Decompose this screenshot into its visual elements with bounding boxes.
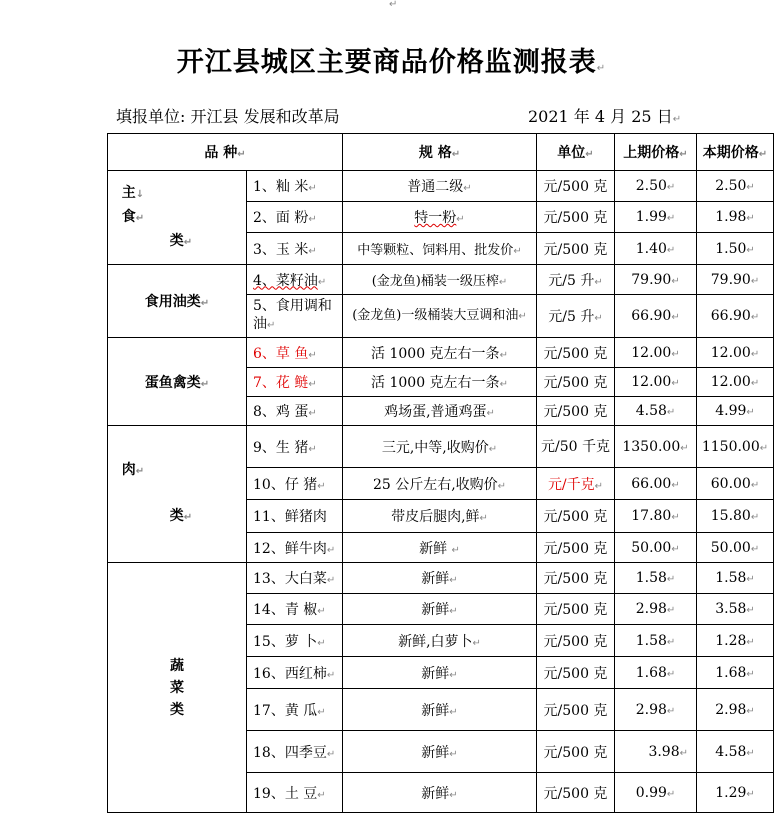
- item-prev-price: 2.98↵: [615, 689, 697, 731]
- item-name: 3、玉 米↵: [247, 233, 343, 265]
- table-row: [108, 338, 774, 368]
- item-name: 13、大白菜↵: [247, 563, 343, 594]
- item-prev-price: 4.58↵: [615, 397, 697, 426]
- header-unit: 单位↵: [537, 134, 615, 171]
- item-prev-price: 1.58↵: [615, 625, 697, 657]
- item-name: 6、草 鱼↵: [247, 338, 343, 368]
- paragraph-mark-icon: ↵: [672, 114, 682, 125]
- table-header-row: [108, 134, 774, 171]
- header-prev-price: 上期价格↵: [615, 134, 697, 171]
- category-oil: 食用油类↵: [108, 265, 247, 338]
- item-curr-price: 4.99↵: [697, 397, 774, 426]
- item-spec: 特一粉↵: [343, 202, 537, 233]
- item-prev-price: 1350.00↵: [615, 426, 697, 468]
- item-curr-price: 60.00↵: [697, 468, 774, 500]
- item-spec: 新鲜,白萝卜↵: [343, 625, 537, 657]
- item-spec: 新鲜↵: [343, 731, 537, 773]
- item-spec: 新鲜 ↵: [343, 533, 537, 563]
- item-name: 14、青 椒↵: [247, 594, 343, 625]
- report-unit: [116, 104, 340, 127]
- item-curr-price: 12.00↵: [697, 338, 774, 368]
- item-unit: 元/5 升↵: [537, 265, 615, 295]
- report-title-text: 开江县城区主要商品价格监测报表: [176, 47, 597, 78]
- item-unit: 元/500 克: [537, 773, 615, 813]
- item-curr-price: 12.00↵: [697, 368, 774, 397]
- item-unit: 元/千克↵: [537, 468, 615, 500]
- item-curr-price: 1.58↵: [697, 563, 774, 594]
- item-unit: 元/500 克: [537, 500, 615, 533]
- item-prev-price: 1.40↵: [615, 233, 697, 265]
- item-spec: 新鲜↵: [343, 563, 537, 594]
- item-spec: 新鲜↵: [343, 773, 537, 813]
- item-spec: 25 公斤左右,收购价↵: [343, 468, 537, 500]
- category-egg-fish: 蛋鱼禽类↵: [108, 338, 247, 426]
- report-date: [528, 104, 681, 127]
- report-date-text: 2021 年 4 月 25 日: [528, 107, 673, 126]
- item-prev-price: 2.50↵: [615, 171, 697, 202]
- report-unit-value: 开江县 发展和改革局: [190, 107, 340, 126]
- item-spec: 普通二级↵: [343, 171, 537, 202]
- item-curr-price: 79.90↵: [697, 265, 774, 295]
- item-unit: 元/500 克: [537, 397, 615, 426]
- item-spec: 中等颗粒、饲料用、批发价↵: [343, 233, 537, 265]
- item-name: 16、西红柿↵: [247, 657, 343, 689]
- item-curr-price: 2.50↵: [697, 171, 774, 202]
- item-prev-price: 12.00↵: [615, 368, 697, 397]
- item-prev-price: 3.98↵: [615, 731, 697, 773]
- item-unit: 元/500 克: [537, 533, 615, 563]
- item-curr-price: 1.28↵: [697, 625, 774, 657]
- item-curr-price: 1150.00↵: [697, 426, 774, 468]
- item-curr-price: 1.50↵: [697, 233, 774, 265]
- item-unit: 元/500 克: [537, 368, 615, 397]
- item-name: 1、籼 米↵: [247, 171, 343, 202]
- item-spec: 带皮后腿肉,鲜↵: [343, 500, 537, 533]
- item-name: 2、面 粉↵: [247, 202, 343, 233]
- item-spec: 鸡场蛋,普通鸡蛋↵: [343, 397, 537, 426]
- item-prev-price: 2.98↵: [615, 594, 697, 625]
- item-spec: 活 1000 克左右一条↵: [343, 338, 537, 368]
- item-curr-price: 66.90↵: [697, 295, 774, 338]
- item-spec: (金龙鱼)桶装一级压榨↵: [343, 265, 537, 295]
- item-curr-price: 15.80↵: [697, 500, 774, 533]
- item-name: 4、菜籽油↵: [247, 265, 343, 295]
- item-unit: 元/500 克: [537, 202, 615, 233]
- header-variety: 品 种↵: [108, 134, 343, 171]
- table-row: [108, 265, 774, 295]
- item-curr-price: 3.58↵: [697, 594, 774, 625]
- item-name: 18、四季豆↵: [247, 731, 343, 773]
- item-name: 11、鲜猪肉: [247, 500, 343, 533]
- item-prev-price: 79.90↵: [615, 265, 697, 295]
- item-name: 17、黄 瓜↵: [247, 689, 343, 731]
- item-spec: 三元,中等,收购价↵: [343, 426, 537, 468]
- category-meat: 肉↵ 类↵: [108, 426, 247, 563]
- category-vegetable: 蔬 菜 类: [108, 563, 247, 813]
- item-name: 15、萝 卜↵: [247, 625, 343, 657]
- item-prev-price: 66.90↵: [615, 295, 697, 338]
- item-prev-price: 1.58↵: [615, 563, 697, 594]
- item-unit: 元/500 克: [537, 731, 615, 773]
- item-curr-price: 4.58↵: [697, 731, 774, 773]
- item-unit: 元/500 克: [537, 657, 615, 689]
- item-prev-price: 0.99↵: [615, 773, 697, 813]
- item-curr-price: 1.68↵: [697, 657, 774, 689]
- item-curr-price: 2.98↵: [697, 689, 774, 731]
- item-prev-price: 12.00↵: [615, 338, 697, 368]
- item-prev-price: 1.99↵: [615, 202, 697, 233]
- price-table: [107, 133, 774, 813]
- report-unit-label: 填报单位:: [116, 107, 186, 126]
- category-staple: 主↓ 食↵ 类↵: [108, 171, 247, 265]
- item-unit: 元/500 克: [537, 233, 615, 265]
- item-unit: 元/500 克: [537, 563, 615, 594]
- item-unit: 元/500 克: [537, 625, 615, 657]
- item-name: 7、花 鲢↵: [247, 368, 343, 397]
- table-row: [108, 563, 774, 594]
- item-spec: 新鲜↵: [343, 657, 537, 689]
- report-title: [0, 40, 783, 79]
- item-name: 10、仔 猪↵: [247, 468, 343, 500]
- header-curr-price: 本期价格↵: [697, 134, 774, 171]
- item-name: 9、生 猪↵: [247, 426, 343, 468]
- item-name: 12、鲜牛肉↵: [247, 533, 343, 563]
- item-prev-price: 1.68↵: [615, 657, 697, 689]
- item-spec: 活 1000 克左右一条↵: [343, 368, 537, 397]
- item-spec: 新鲜↵: [343, 689, 537, 731]
- item-name: 19、土 豆↵: [247, 773, 343, 813]
- table-row: [108, 426, 774, 468]
- item-unit: 元/500 克: [537, 171, 615, 202]
- item-name: 8、鸡 蛋↵: [247, 397, 343, 426]
- item-curr-price: 50.00↵: [697, 533, 774, 563]
- item-prev-price: 66.00↵: [615, 468, 697, 500]
- item-spec: (金龙鱼)一级桶装大豆调和油↵: [343, 295, 537, 338]
- item-spec: 新鲜↵: [343, 594, 537, 625]
- paragraph-mark-icon: ↵: [389, 0, 398, 10]
- item-unit: 元/500 克: [537, 594, 615, 625]
- item-unit: 元/500 克: [537, 689, 615, 731]
- item-prev-price: 50.00↵: [615, 533, 697, 563]
- table-row: [108, 171, 774, 202]
- item-unit: 元/500 克: [537, 338, 615, 368]
- item-unit: 元/50 千克: [537, 426, 615, 468]
- paragraph-mark-icon: ↵: [596, 63, 607, 74]
- item-prev-price: 17.80↵: [615, 500, 697, 533]
- item-curr-price: 1.98↵: [697, 202, 774, 233]
- item-unit: 元/5 升↵: [537, 295, 615, 338]
- header-spec: 规 格↵: [343, 134, 537, 171]
- item-name: 5、食用调和油↵: [247, 295, 343, 338]
- item-curr-price: 1.29↵: [697, 773, 774, 813]
